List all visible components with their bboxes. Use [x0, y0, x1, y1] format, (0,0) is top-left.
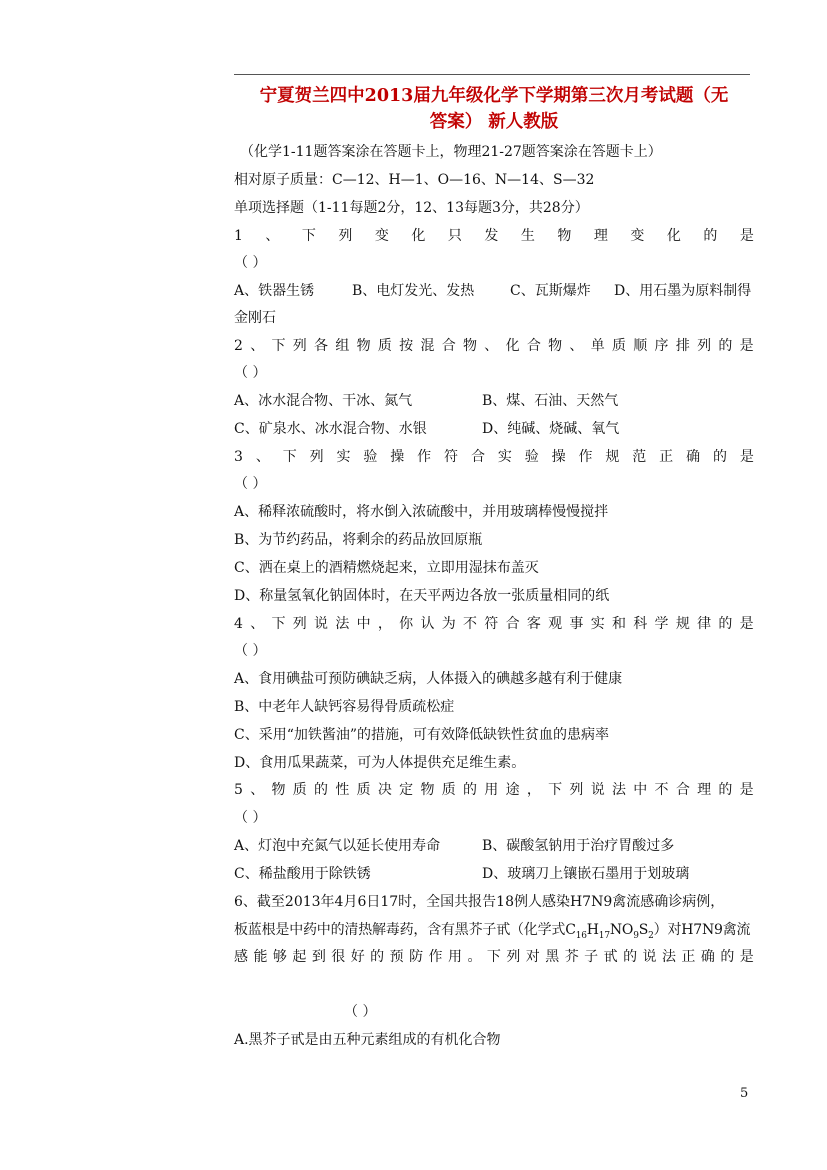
stem-char: 学: [654, 616, 669, 632]
stem-char: 防: [409, 949, 424, 965]
stem-char: 是: [739, 616, 754, 632]
stem-char: 列: [338, 228, 353, 244]
stem-char: 操: [390, 449, 405, 465]
stem-char: 规: [675, 616, 690, 632]
option: C、采用“加铁酱油”的措施，可有效降低缺铁性贫血的患病率: [234, 727, 610, 743]
stem-char: 下: [301, 228, 316, 244]
question-1-paren: （ ）: [234, 255, 267, 271]
question-2-stem: [234, 336, 754, 356]
instruction-note: （化学1-11题答案涂在答题卡上，物理21-27题答案涂在答题卡上）: [240, 144, 662, 160]
stem-char: 黑: [545, 949, 560, 965]
stem-char: 作: [417, 449, 432, 465]
stem-char: 实: [336, 449, 351, 465]
stem-char: 质: [611, 338, 626, 354]
stem-char: 下: [282, 449, 297, 465]
q6-text-post: ）对H7N9禽流: [653, 922, 751, 938]
question-2-options-cd: [234, 419, 754, 439]
question-4-paren: （ ）: [234, 643, 267, 659]
question-1-continuation: 金刚石: [234, 310, 276, 326]
stem-char: 验: [524, 449, 539, 465]
option: D、食用瓜果蔬菜，可为人体提供充足维生素。: [234, 755, 526, 771]
option: C、矿泉水、冰水混合物、水银: [234, 421, 427, 437]
stem-char: 符: [484, 616, 499, 632]
option: B、为节约药品，将剩余的药品放回原瓶: [234, 532, 483, 548]
stem-char: 列: [292, 338, 307, 354]
option: C、稀盐酸用于除铁锈: [234, 866, 371, 882]
stem-char: 作: [578, 449, 593, 465]
option: D、玻璃刀上镶嵌石墨用于划玻璃: [482, 866, 690, 882]
stem-char: 下: [548, 782, 563, 798]
option: C、洒在桌上的酒精燃烧起来，立即用湿抹布盖灭: [234, 560, 539, 576]
stem-char: 好: [350, 949, 365, 965]
stem-char: 、: [569, 338, 584, 354]
stem-char: 不: [654, 782, 669, 798]
stem-char: 化: [666, 228, 681, 244]
stem-char: 律: [697, 616, 712, 632]
stem-char: 够: [272, 949, 287, 965]
stem-char: 确: [700, 949, 715, 965]
stem-char: 是: [739, 949, 754, 965]
stem-char: 的: [314, 782, 329, 798]
stem-char: 的: [712, 449, 727, 465]
stem-char: 的: [623, 949, 638, 965]
stem-char: 事: [569, 616, 584, 632]
formula-subscript: 17: [598, 930, 610, 941]
stem-char: 的: [370, 949, 385, 965]
stem-char: 列: [292, 616, 307, 632]
stem-char: ，: [526, 782, 541, 798]
stem-char: 操: [551, 449, 566, 465]
stem-char: ，: [377, 616, 392, 632]
stem-char: 你: [399, 616, 414, 632]
option: B、中老年人缺钙容易得骨质疏松症: [234, 699, 455, 715]
stem-char: 列: [569, 782, 584, 798]
stem-char: 为: [441, 616, 456, 632]
section-heading: 单项选择题（1-11每题2分，12、13每题3分，共28分）: [234, 200, 589, 216]
stem-char: 化: [411, 228, 426, 244]
stem-char: 质: [356, 782, 371, 798]
stem-char: 的: [703, 228, 718, 244]
stem-char: 物: [463, 338, 478, 354]
stem-char: 对: [525, 949, 540, 965]
option: B、电灯发光、发热: [352, 283, 475, 299]
stem-char: 法: [335, 616, 350, 632]
stem-char: 是: [739, 228, 754, 244]
option: D、纯碱、烧碱、氧气: [482, 421, 620, 437]
question-3-paren: （ ）: [234, 476, 267, 492]
question-2-paren: （ ）: [234, 365, 267, 381]
stem-char: 的: [718, 782, 733, 798]
stem-char: 法: [661, 949, 676, 965]
stem-char: 说: [642, 949, 657, 965]
stem-char: 物: [548, 338, 563, 354]
stem-char: 中: [356, 616, 371, 632]
stem-char: 组: [335, 338, 350, 354]
stem-char: 的: [463, 782, 478, 798]
page-number: 5: [740, 1086, 749, 1101]
stem-char: 5: [234, 782, 243, 798]
formula-element: S: [638, 922, 649, 938]
question-4-stem: [234, 614, 754, 634]
option: A、食用碘盐可预防碘缺乏病，人体摄入的碘越多越有利于健康: [234, 671, 623, 687]
stem-char: 观: [548, 616, 563, 632]
formula-subscript: 16: [575, 930, 587, 941]
stem-char: 列: [506, 949, 521, 965]
stem-char: 是: [739, 338, 754, 354]
stem-char: 物: [271, 782, 286, 798]
question-2-options-ab: [234, 391, 754, 411]
stem-char: 实: [497, 449, 512, 465]
stem-char: 、: [250, 338, 265, 354]
stem-char: 按: [399, 338, 414, 354]
stem-char: 合: [675, 782, 690, 798]
stem-char: 单: [590, 338, 605, 354]
option: A.黑芥子甙是由五种元素组成的有机化合物: [234, 1032, 501, 1048]
stem-char: 4: [234, 616, 243, 632]
stem-char: 甙: [603, 949, 618, 965]
stem-char: 能: [253, 949, 268, 965]
stem-char: 下: [271, 338, 286, 354]
stem-char: 规: [605, 449, 620, 465]
stem-char: 。: [467, 949, 482, 965]
question-5-stem: [234, 780, 754, 800]
stem-char: 合: [505, 616, 520, 632]
formula-element: H: [586, 922, 599, 938]
stem-char: 3: [234, 449, 243, 465]
stem-char: 理: [593, 228, 608, 244]
stem-char: 变: [374, 228, 389, 244]
formula-subscript: 9: [633, 930, 639, 941]
question-5-options-cd: [234, 864, 754, 884]
stem-char: 很: [331, 949, 346, 965]
option: D、称量氢氧化钠固体时，在天平两边各放一张质量相同的纸: [234, 588, 610, 604]
stem-char: 各: [314, 338, 329, 354]
header-rule: [234, 74, 750, 75]
formula-element: NO: [609, 922, 634, 938]
question-6-line3: [234, 947, 754, 967]
stem-char: 质: [441, 782, 456, 798]
stem-char: 法: [611, 782, 626, 798]
stem-char: 列: [309, 449, 324, 465]
stem-char: 范: [632, 449, 647, 465]
stem-char: 芥: [564, 949, 579, 965]
stem-char: 和: [611, 616, 626, 632]
question-1-options: [234, 281, 754, 301]
stem-char: 合: [470, 449, 485, 465]
stem-char: 认: [420, 616, 435, 632]
stem-char: 物: [557, 228, 572, 244]
option: A、灯泡中充氮气以延长使用寿命: [234, 838, 441, 854]
stem-char: 、: [265, 228, 280, 244]
question-6-line1: 6、截至2013年4月6日17时，全国共报告18例人感染H7N9禽流感确诊病例，: [234, 894, 725, 910]
stem-char: 说: [590, 782, 605, 798]
stem-char: 说: [314, 616, 329, 632]
stem-char: 下: [271, 616, 286, 632]
question-3-stem: [234, 447, 754, 467]
stem-char: 化: [505, 338, 520, 354]
stem-char: 用: [484, 782, 499, 798]
stem-char: 正: [681, 949, 696, 965]
stem-char: 到: [311, 949, 326, 965]
stem-char: 的: [718, 616, 733, 632]
stem-char: 符: [444, 449, 459, 465]
question-6-paren: （ ）: [344, 1004, 377, 1020]
stem-char: 途: [505, 782, 520, 798]
stem-char: 、: [484, 338, 499, 354]
stem-char: 混: [420, 338, 435, 354]
question-5-paren: （ ）: [234, 810, 267, 826]
stem-char: 是: [739, 449, 754, 465]
stem-char: 质: [377, 338, 392, 354]
question-5-options-ab: [234, 836, 754, 856]
stem-char: 感: [234, 949, 248, 965]
stem-char: 的: [720, 949, 735, 965]
stem-char: 物: [356, 338, 371, 354]
stem-char: 列: [697, 338, 712, 354]
stem-char: 是: [739, 782, 754, 798]
stem-char: 定: [399, 782, 414, 798]
stem-char: 预: [389, 949, 404, 965]
option: A、稀释浓硫酸时，将水倒入浓硫酸中，并用玻璃棒慢慢搅拌: [234, 504, 609, 520]
stem-char: 发: [484, 228, 499, 244]
question-1-stem: [234, 226, 754, 246]
stem-char: 下: [486, 949, 501, 965]
stem-char: 生: [520, 228, 535, 244]
stem-char: 只: [447, 228, 462, 244]
q6-text-pre: 板蓝根是中药中的清热解毒药，含有黑芥子甙（化学式C: [234, 922, 576, 938]
stem-char: 起: [292, 949, 307, 965]
option: A、铁器生锈: [234, 283, 315, 299]
stem-char: 1: [234, 228, 243, 244]
stem-char: 确: [686, 449, 701, 465]
exam-title-line2: 答案） 新人教版: [429, 112, 559, 132]
stem-char: 性: [335, 782, 350, 798]
question-6-line2: [234, 920, 754, 946]
stem-char: 的: [718, 338, 733, 354]
stem-char: 2: [234, 338, 243, 354]
stem-char: 子: [584, 949, 599, 965]
option: C、瓦斯爆炸: [510, 283, 591, 299]
option: B、煤、石油、天然气: [482, 393, 619, 409]
stem-char: 客: [526, 616, 541, 632]
stem-char: 科: [633, 616, 648, 632]
stem-char: 合: [441, 338, 456, 354]
option: B、碳酸氢钠用于治疗胃酸过多: [482, 838, 675, 854]
stem-char: 变: [630, 228, 645, 244]
stem-char: 、: [250, 616, 265, 632]
stem-char: 、: [255, 449, 270, 465]
formula-subscript: 2: [648, 930, 654, 941]
stem-char: 、: [250, 782, 265, 798]
stem-char: 不: [463, 616, 478, 632]
stem-char: 正: [659, 449, 674, 465]
stem-char: 理: [697, 782, 712, 798]
stem-char: 合: [526, 338, 541, 354]
option: D、用石墨为原料制得: [614, 283, 752, 299]
exam-title-line1: 宁夏贺兰四中2013届九年级化学下学期第三次月考试题（无: [259, 86, 729, 106]
stem-char: 顺: [633, 338, 648, 354]
stem-char: 质: [292, 782, 307, 798]
stem-char: 中: [633, 782, 648, 798]
stem-char: 序: [654, 338, 669, 354]
option: A、冰水混合物、干冰、氮气: [234, 393, 413, 409]
atomic-mass-line: 相对原子质量：C—12、H—1、O—16、N—14、S—32: [234, 172, 595, 188]
stem-char: 物: [420, 782, 435, 798]
stem-char: 实: [590, 616, 605, 632]
stem-char: 验: [363, 449, 378, 465]
stem-char: 决: [377, 782, 392, 798]
stem-char: 用: [447, 949, 462, 965]
stem-char: 排: [675, 338, 690, 354]
stem-char: 作: [428, 949, 443, 965]
